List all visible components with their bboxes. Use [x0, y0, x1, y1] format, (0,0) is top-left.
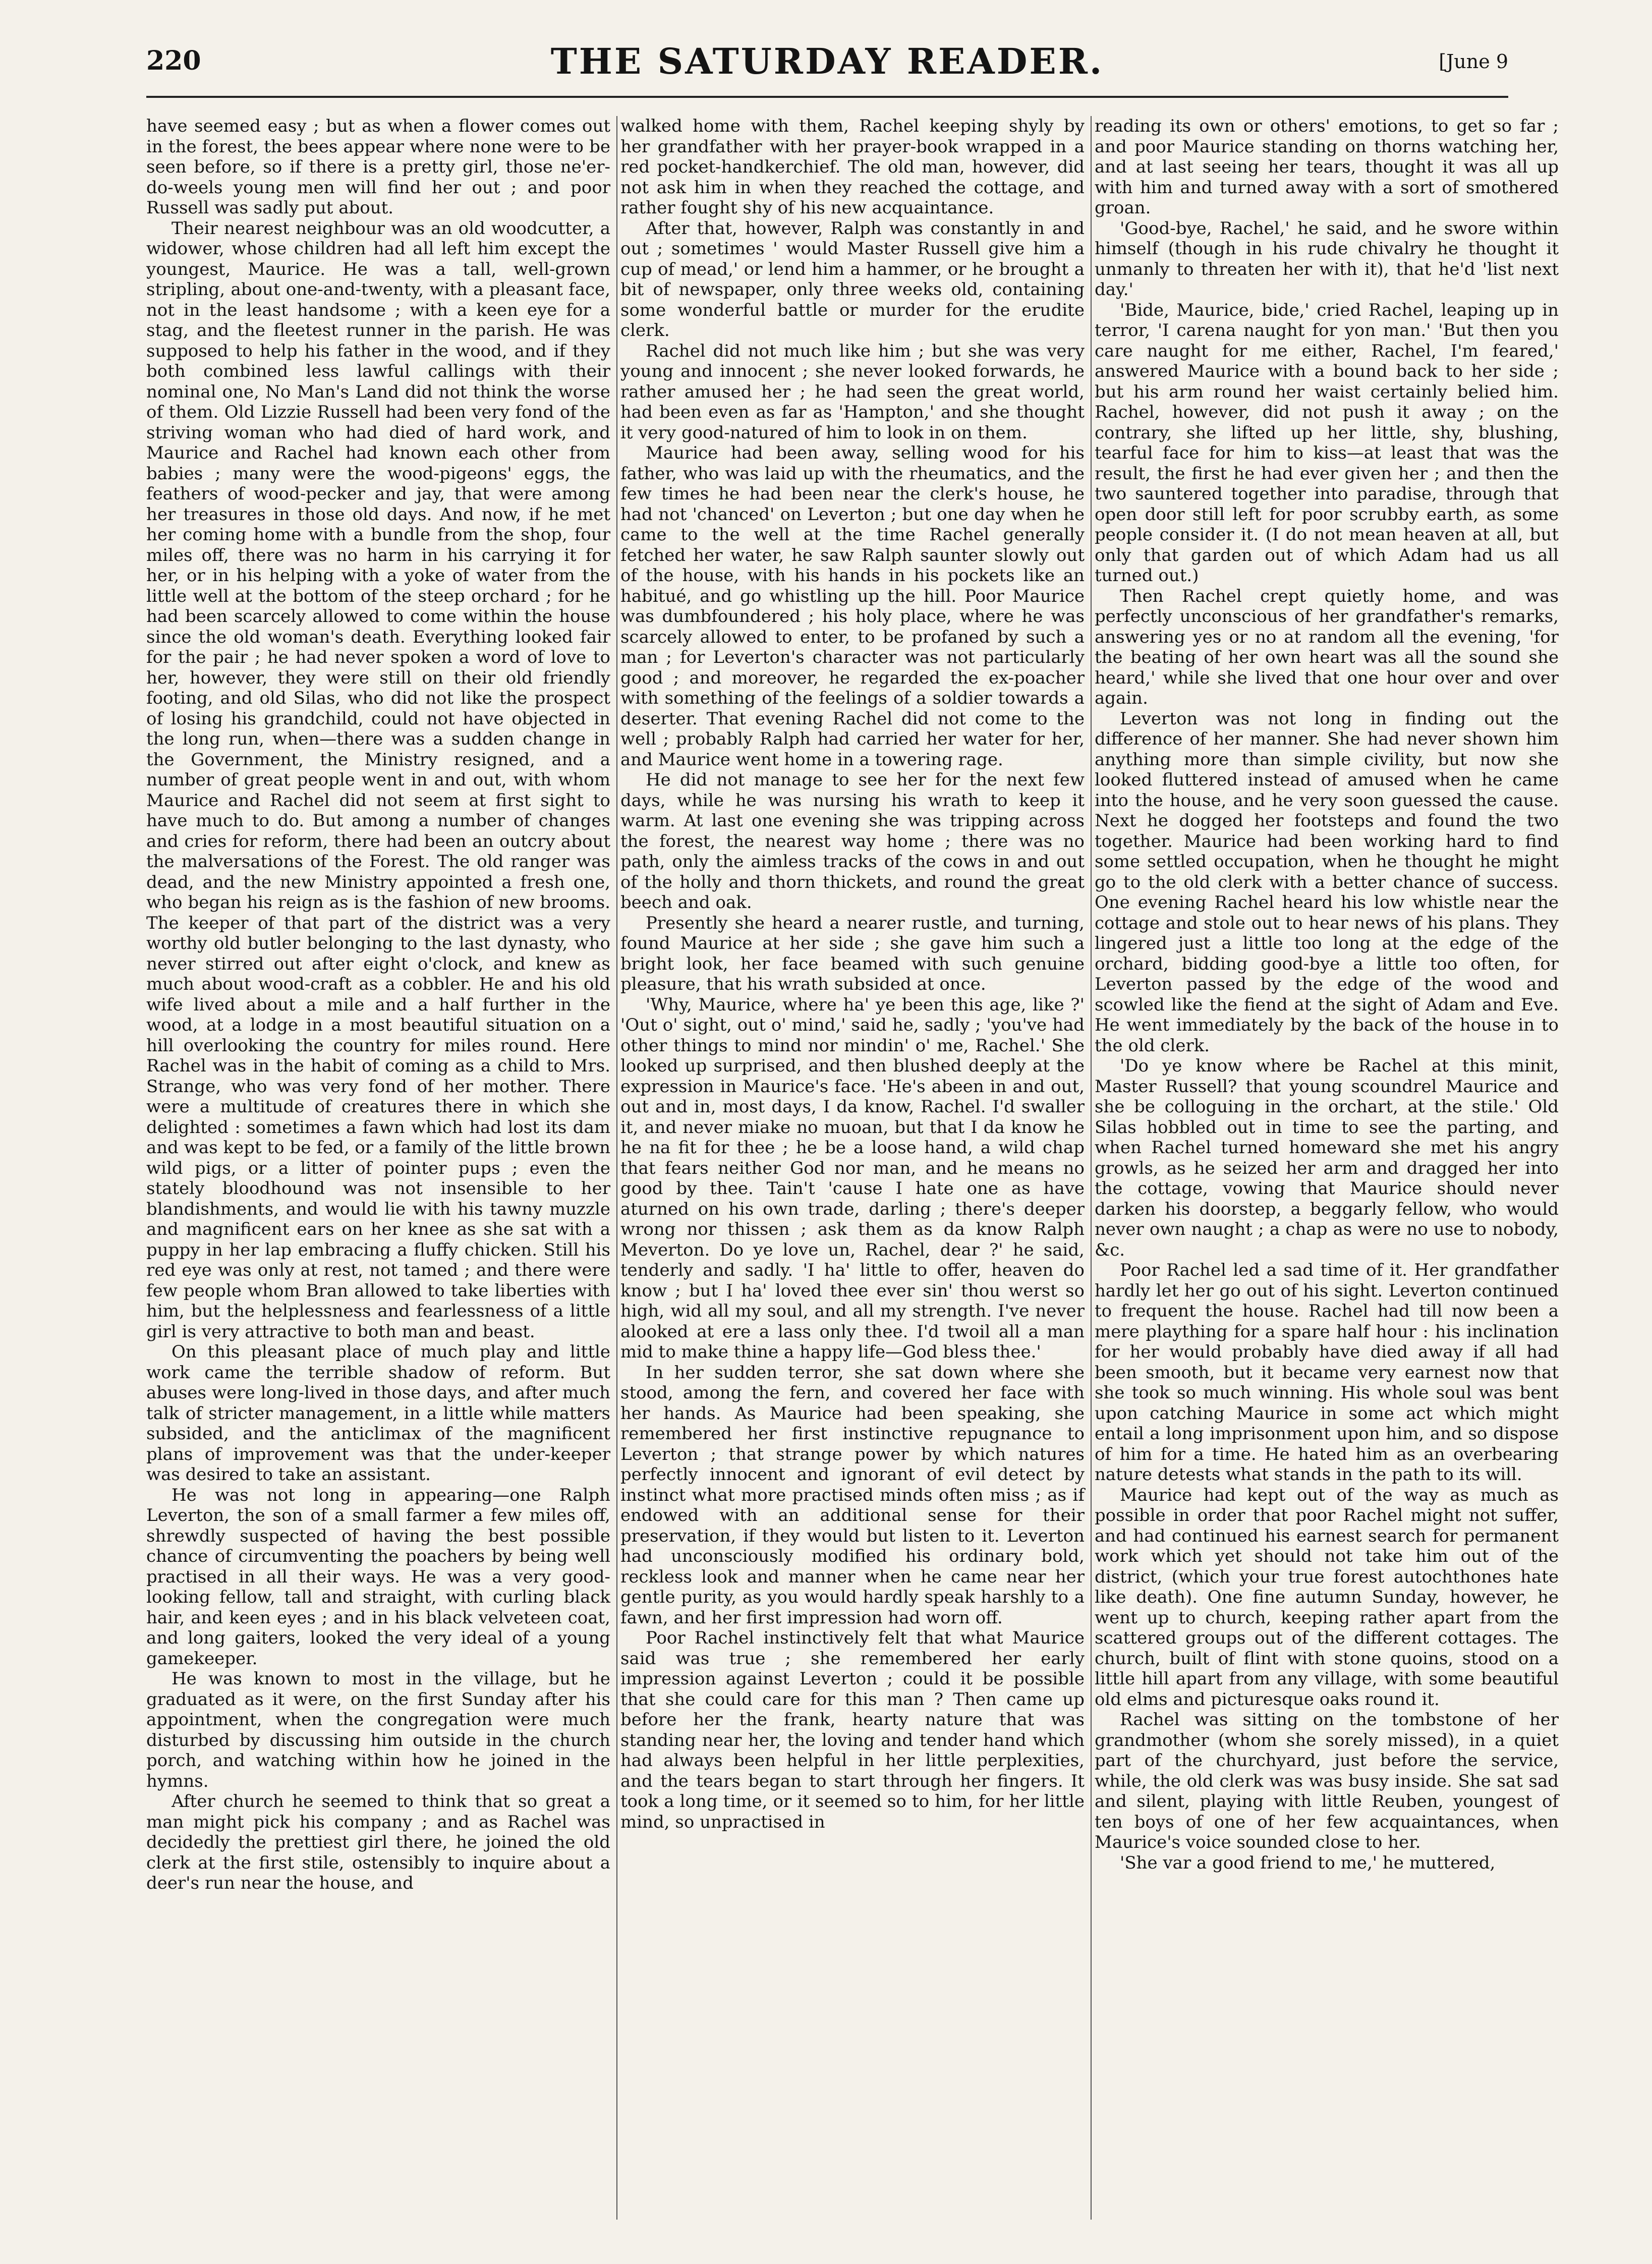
- paragraph: Then Rachel crept quietly home, and was perfectly unconscious of her grandfather's remarks, answering yes or no at random all the evening, 'for the beating of her own heart was all the sound she heard,' while she lived that one hour over and over again.: [1095, 586, 1559, 708]
- column-divider: [616, 116, 617, 2220]
- paragraph: 'Good-bye, Rachel,' he said, and he swore within himself (though in his rude chivalry he thought it unmanly to threaten her with it), that he'd 'list next day.': [1095, 218, 1559, 300]
- column-3: [1095, 116, 1559, 1873]
- paragraph: have seemed easy ; but as when a flower comes out in the forest, the bees appear where none were to be seen before, so if there is a pretty girl, those ne'er-do-weels young men will find her out ; and poor Russell was sadly put about.: [146, 116, 610, 218]
- paragraph: After church he seemed to think that so great a man might pick his company ; and as Rachel was decidedly the prettiest girl there, he joined the old clerk at the first stile, ostensibly to inquire about a deer's run near the house, and: [146, 1791, 610, 1893]
- paragraph: 'Why, Maurice, where ha' ye been this age, like ?' 'Out o' sight, out o' mind,' said he, sadly ; 'you've had other things to mind nor mindin' o' me, Rachel.' She looked up surprised, and then blushed deeply at the expression in Maurice's face. 'He's abeen in and out, out and in, most days, I da know, Rachel. I'd swaller it, and never miake no muoan, but that I da know he he na fit for thee ; he be a loose hand, a wild chap that fears neither God nor man, and he means no good by thee. Tain't 'cause I hate one as have aturned on his own trade, darling ; there's deeper wrong nor thissen ; ask them as da know Ralph Meverton. Do ye love un, Rachel, dear ?' he said, tenderly and sadly. 'I ha' little to offer, heaven do know ; but I ha' loved thee ever sin' thou werst so high, wid all my soul, and all my strength. I've never alooked at ere a lass only thee. I'd twoil all a man mid to make thine a happy life—God bless thee.': [620, 994, 1085, 1362]
- paragraph: He was known to most in the village, but he graduated as it were, on the first Sunday after his appointment, when the congregation were much disturbed by discussing him outside in the church porch, and watching within how he joined in the hymns.: [146, 1669, 610, 1791]
- paragraph: 'Do ye know where be Rachel at this minit, Master Russell? that young scoundrel Maurice and she be colloguing in the orchart, at the stile.' Old Silas hobbled out in time to see the parting, and when Rachel turned homeward she met his angry growls, as he seized her arm and dragged her into the cottage, vowing that Maurice should never darken his doorstep, a beggarly fellow, who would never own naught ; a chap as were no use to nobody, &c.: [1095, 1056, 1559, 1260]
- paragraph: After that, however, Ralph was constantly in and out ; sometimes ' would Master Russell give him a cup of mead,' or lend him a hammer, or he brought a bit of newspaper, only three weeks old, containing some wonderful battle or murder for the erudite clerk.: [620, 218, 1085, 341]
- paragraph: Maurice had kept out of the way as much as possible in order that poor Rachel might not suffer, and had continued his earnest search for permanent work which yet should not take him out of the district, (which your true forest autochthones hate like death). One fine autumn Sunday, however, he went up to church, keeping rather apart from the scattered groups out of the different cottages. The church, built of flint with stone quoins, stood on a little hill apart from any village, with some beautiful old elms and picturesque oaks round it.: [1095, 1485, 1559, 1710]
- page-header: [146, 35, 1508, 91]
- paragraph: Rachel was sitting on the tombstone of her grandmother (whom she sorely missed), in a quiet part of the churchyard, just before the service, while, the old clerk was was busy inside. She sat sad and silent, playing with little Reuben, youngest of ten boys of one of her few acquaintances, when Maurice's voice sounded close to her.: [1095, 1710, 1559, 1852]
- paragraph: Rachel did not much like him ; but she was very young and innocent ; she never looked forwards, he rather amused her ; he had seen the great world, had been even as far as 'Hampton,' and she thought it very good-natured of him to look in on them.: [620, 341, 1085, 443]
- paragraph: walked home with them, Rachel keeping shyly by her grandfather with her prayer-book wrapped in a red pocket-handkerchief. The old man, however, did not ask him in when they reached the cottage, and rather fought shy of his new acquaintance.: [620, 116, 1085, 218]
- column-divider: [1091, 116, 1092, 2220]
- paragraph: Maurice had been away, selling wood for his father, who was laid up with the rheumatics, and the few times he had been near the clerk's house, he had not 'chanced' on Leverton ; but one day when he came to the well at the time Rachel generally fetched her water, he saw Ralph saunter slowly out of the house, with his hands in his pockets like an habitué, and go whistling up the hill. Poor Maurice was dumbfoundered ; his holy place, where he was scarcely allowed to enter, to be profaned by such a man ; for Leverton's character was not particularly good ; and moreover, he regarded the ex-poacher with something of the feelings of a soldier towards a deserter. That evening Rachel did not come to the well ; probably Ralph had carried her water for her, and Maurice went home in a towering rage.: [620, 443, 1085, 770]
- paragraph: Presently she heard a nearer rustle, and turning, found Maurice at her side ; she gave him such a bright look, her face beamed with such genuine pleasure, that his wrath subsided at once.: [620, 913, 1085, 994]
- column-1: [146, 116, 610, 1894]
- page-number: 220: [146, 45, 201, 76]
- paragraph: 'Bide, Maurice, bide,' cried Rachel, leaping up in terror, 'I carena naught for yon man.' 'But then you care naught for me either, Rachel, I'm feared,' answered Maurice with a bound back to her side ; but his arm round her waist certainly belied him. Rachel, however, did not push it away ; on the contrary, she lifted up her little, shy, blushing, tearful face for him to kiss—at least that was the result, the first he had ever given her ; and then the two sauntered together into paradise, through that open door still left for poor scrubby earth, as some people consider it. (I do not mean heaven at all, but only that garden out of which Adam had us all turned out.): [1095, 300, 1559, 586]
- issue-date: [June 9: [1439, 50, 1508, 73]
- header-rule: [146, 96, 1508, 98]
- paragraph: Leverton was not long in finding out the difference of her manner. She had never shown him anything more than simple civility, but now she looked fluttered instead of amused when he came into the house, and he very soon guessed the cause. Next he dogged her footsteps and found the two together. Maurice had been working hard to find some settled occupation, when he thought he might go to the old clerk with a better chance of success. One evening Rachel heard his low whistle near the cottage and stole out to hear news of his plans. They lingered just a little too long at the edge of the orchard, bidding good-bye a little too often, for Leverton passed by the edge of the wood and scowled like the fiend at the sight of Adam and Eve. He went immediately by the back of the house in to the old clerk.: [1095, 708, 1559, 1056]
- paragraph: He did not manage to see her for the next few days, while he was nursing his wrath to keep it warm. At last one evening she was tripping across the forest, the nearest way home ; there was no path, only the aimless tracks of the cows in and out of the holly and thorn thickets, and round the great beech and oak.: [620, 770, 1085, 913]
- paragraph: reading its own or others' emotions, to get so far ; and poor Maurice standing on thorns watching her, and at last seeing her tears, thought it was all up with him and turned away with a sort of smothered groan.: [1095, 116, 1559, 218]
- column-2: [620, 116, 1085, 1832]
- paragraph: He was not long in appearing—one Ralph Leverton, the son of a small farmer a few miles off, shrewdly suspected of having the best possible chance of circumventing the poachers by being well practised in all their ways. He was a very good-looking fellow, tall and straight, with curling black hair, and keen eyes ; and in his black velveteen coat, and long gaiters, looked the very ideal of a young gamekeeper.: [146, 1485, 610, 1669]
- paragraph: On this pleasant place of much play and little work came the terrible shadow of reform. But abuses were long-lived in those days, and after much talk of stricter management, in a little while matters subsided, and the anticlimax of the magnificent plans of improvement was that the under-keeper was desired to take an assistant.: [146, 1342, 610, 1485]
- publication-title: THE SATURDAY READER.: [550, 40, 1104, 82]
- paragraph: Poor Rachel instinctively felt that what Maurice said was true ; she remembered her early impression against Leverton ; could it be possible that she could care for this man ? Then came up before her the frank, hearty nature that was standing near her, the loving and tender hand which had always been helpful in her little perplexities, and the tears began to start through her fingers. It took a long time, or it seemed so to him, for her little mind, so unpractised in: [620, 1628, 1085, 1832]
- paragraph: Their nearest neighbour was an old woodcutter, a widower, whose children had all left him except the youngest, Maurice. He was a tall, well-grown stripling, about one-and-twenty, with a pleasant face, not in the least handsome ; with a keen eye for a stag, and the fleetest runner in the parish. He was supposed to help his father in the wood, and if they both combined less lawful callings with their nominal one, No Man's Land did not think the worse of them. Old Lizzie Russell had been very fond of the striving woman who had died of hard work, and Maurice and Rachel had known each other from babies ; many were the wood-pigeons' eggs, the feathers of wood-pecker and jay, that were among her treasures in those old days. And now, if he met her coming home with a bundle from the shop, four miles off, there was no harm in his carrying it for her, or in his helping with a yoke of water from the little well at the bottom of the steep orchard ; for he had been scarcely allowed to come within the house since the old woman's death. Everything looked fair for the pair ; he had never spoken a word of love to her, however, they were still on their old friendly footing, and old Silas, who did not like the prospect of losing his grandchild, could not have objected in the long run, when—there was a sudden change in the Government, the Ministry resigned, and a number of great people went in and out, with whom Maurice and Rachel did not seem at first sight to have much to do. But among a number of changes and cries for reform, there had been an outcry about the malversations of the Forest. The old ranger was dead, and the new Ministry appointed a fresh one, who began his reign as is the fashion of new brooms. The keeper of that part of the district was a very worthy old butler belonging to the last dynasty, who never stirred out after eight o'clock, and knew as much about wood-craft as a cobbler. He and his old wife lived about a mile and a half further in the wood, at a lodge in a most beautiful situation on a hill overlooking the country for miles round. Here Rachel was in the habit of coming as a child to Mrs. Strange, who was very fond of her mother. There were a multitude of creatures there in which she delighted : sometimes a fawn which had lost its dam and was kept to be fed, or a family of the little brown wild pigs, or a litter of pointer pups ; even the stately bloodhound was not insensible to her blandishments, and would lie with his tawny muzzle and magnificent ears on her knee as she sat with a puppy in her lap embracing a fluffy chicken. Still his red eye was only at rest, not tamed ; and there were few people whom Bran allowed to take liberties with him, but the helplessness and fearlessness of a little girl is very attractive to both man and beast.: [146, 218, 610, 1342]
- paragraph: 'She var a good friend to me,' he muttered,: [1120, 1852, 1496, 1873]
- paragraph: In her sudden terror, she sat down where she stood, among the fern, and covered her face with her hands. As Maurice had been speaking, she remembered her first instinctive repugnance to Leverton ; that strange power by which natures perfectly innocent and ignorant of evil detect by instinct what more practised minds often miss ; as if endowed with an additional sense for their preservation, if they would but listen to it. Leverton had unconsciously modified his ordinary bold, reckless look and manner when he came near her gentle purity, as you would hardly speak harshly to a fawn, and her first impression had worn off.: [620, 1362, 1085, 1628]
- paragraph: Poor Rachel led a sad time of it. Her grandfather hardly let her go out of his sight. Leverton continued to frequent the house. Rachel had till now been a mere plaything for a spare half hour : his inclination for her would probably have died away if all had been smooth, but it became very earnest now that she took so much winning. His whole soul was bent upon catching Maurice in some act which might entail a long imprisonment upon him, and so dispose of him for a time. He hated him as an overbearing nature detests what stands in the path to its will.: [1095, 1260, 1559, 1485]
